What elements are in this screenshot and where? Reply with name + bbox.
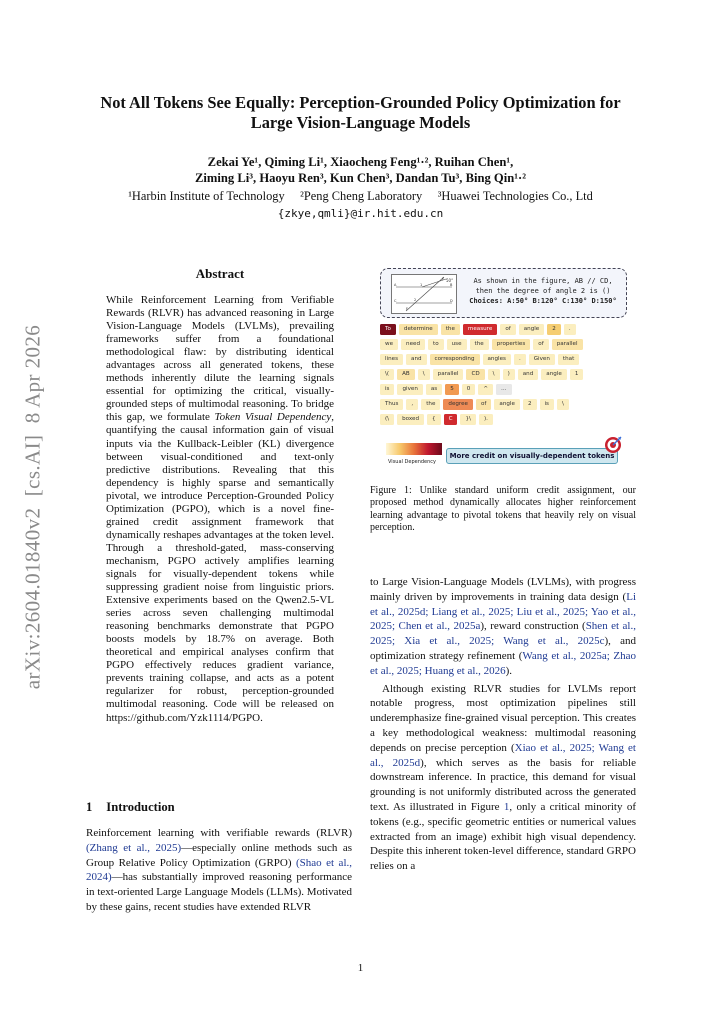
token-cell: the [470,339,489,350]
token-cell: Given [529,354,555,365]
citation-link[interactable]: (Shao et al., 2024) [86,856,352,884]
token-cell: … [496,384,512,395]
author-list [40,154,681,186]
token-cell: angle [494,399,520,410]
token-cell: measure [463,324,497,335]
token-cell: \( [380,369,394,380]
question-line-1: As shown in the figure, AB // CD, [473,277,613,285]
token-cell: 2 [547,324,561,335]
citation-link[interactable]: Wang et al., 2025a; Zhao et al., 2025; Huang et al., 2026 [370,649,636,677]
token-cell: 2 [523,399,537,410]
token-cell: angle [519,324,545,335]
token-row [380,324,630,335]
abstract-body [106,294,334,725]
token-cell: is [380,384,394,395]
token-row [380,399,630,410]
target-icon [604,436,622,454]
token-row [380,384,630,395]
token-row [380,414,630,425]
token-cell: . [564,324,576,335]
token-cell: ) [503,369,515,380]
token-cell: the [441,324,460,335]
p2-text-2: ), which serves as the basis for reliable downstream inference. In practice, this demand for visual grounding is not uniformly distributed across the generated text. As illustrated in Figure [370,756,636,813]
token-cell: . [514,354,526,365]
angle-label: 50° [446,278,454,283]
token-cell: \ [418,369,430,380]
token-cell: boxed [397,414,424,425]
token-cell: to [428,339,444,350]
credit-banner: More credit on visually-dependent tokens [446,448,618,464]
geometry-point-label: 2 [414,298,417,302]
abstract-italic-term: Token Visual Dependency [214,411,332,424]
paragraph-1 [370,575,636,679]
token-cell: \ [557,399,569,410]
intro-paragraph [86,826,352,915]
question-text [461,276,625,306]
colorbar-label: Visual Dependency [388,459,436,465]
token-cell: C [444,414,458,425]
figure-caption: Figure 1: Unlike standard uniform credit assignment, our proposed method dynamically allocates higher reinforcement learning advantage to pivotal tokens that heavily rely on visual perception. [370,485,636,534]
p1-text-4: ). [505,664,513,677]
intro-text-1: Reinforcement learning with verifiable rewards (RLVR) [86,827,352,839]
page-number: 1 [357,962,364,974]
geometry-point-label: 1 [420,283,423,287]
citation-link[interactable]: (Zhang et al., 2025) [86,841,182,854]
token-cell: parallel [433,369,464,380]
token-cell: \ [488,369,500,380]
token-cell: corresponding [430,354,480,365]
token-cell: that [558,354,579,365]
p1-text-3: ), and optimization strategy refinement ( [370,635,636,662]
contact-email: {zkye,qmli}@ir.hit.edu.cn [277,207,444,220]
token-cell: determine [399,324,438,335]
title-line-1: Not All Tokens See Equally: Perception-Grounded Policy Optimization for [100,93,621,112]
token-cell: need [401,339,425,350]
p2-text-3: , only a critical minority of tokens (e.g., specific geometric entities or numerical values extracted from an image) exhibit high visual dependency. Despite this inherent token-level difference, standard GRPO relies on a [370,800,636,873]
intro-text-2: —especially online methods such as Group Relative Policy Optimization (GRPO) [86,841,352,869]
token-cell: AB [397,369,415,380]
geometry-point-label: F [406,307,409,311]
authors-line-1: Zekai Ye¹, Qiming Li¹, Xiaocheng Feng¹·², Ruihan Chen¹, [207,155,514,169]
abstract-text-1: While Reinforcement Learning from Verifiable Rewards (RLVR) has advanced reasoning in Large Vision-Language Models (LVLMs), prevailing frameworks suffer from a foundational methodological flaw: by distributing identical advantages across all generated tokens, these methods inherently dilute the learning signals essential for optimizing the critical, visually-grounded steps of multimodal reasoning. To bridge this gap, we formulate [106,294,334,424]
token-cell: (\ [380,414,394,425]
p2-text-1: Although existing RLVR studies for LVLMs report notable progress, most optimization pipelines still underemphasize fine-grained visual perception. This creates a key methodological weakness: multimodal reasoning depends on precise perception ( [370,682,636,754]
token-cell: of [533,339,548,350]
citation-link[interactable]: Xiao et al., 2025; Wang et al., 2025d [370,741,636,769]
authors-line-2: Ziming Li³, Haoyu Ren³, Kun Chen³, Dandan Tu³, Bing Qin¹·² [195,171,526,185]
geometry-point-label: D [450,299,453,303]
p1-text-1: to Large Vision-Language Models (LVLMs), with progress mainly driven by improvements in training data design ( [370,576,636,603]
token-row [380,369,630,380]
section-heading-introduction [86,800,175,815]
abstract-text-2: , quantifying the causal information gain of visual inputs via the Kullback-Leibler (KL) divergence between visual-conditioned and text-only predictive distributions. Revealing that this dependency is highly sparse and semantically pivotal, we introduce Perception-Grounded Policy Optimization (PGPO), which is a novel fine-grained credit assignment framework that dynamically reshapes advantages at the token level. Through a threshold-gated, mass-conserving mechanism, PGPO actively amplifies learning signals for visually-dependent tokens while suppressing gradient noise from linguistic priors. Extensive experiments based on the Qwen2.5-VL series across seven challenging multimodal reasoning benchmarks demonstrate that PGPO boosts models by 18.7% on average. Both theoretical and empirical analyses confirm that PGPO effectively reduces gradient variance, prevents training collapse, and acts as a potent regularizer for robust, perception-grounded multimodal reasoning. Code will be released on https://github.com/Yzk1114/PGPO. [106,411,334,724]
token-cell: { [427,414,441,425]
figure-1 [376,266,634,476]
token-cell: To [380,324,396,335]
citation-link[interactable]: Shen et al., 2025; Xia et al., 2025; Wang et al., 2025c [370,620,636,648]
token-cell: ^ [478,384,493,395]
title-line-2: Large Vision-Language Models [250,113,471,132]
p1-text-2: ), reward construction ( [480,620,586,633]
token-cell: given [397,384,422,395]
paragraph-2 [370,682,636,874]
token-cell: we [380,339,398,350]
token-cell: is [540,399,554,410]
token-row [380,354,630,365]
token-cell: }\ [460,414,475,425]
token-cell: properties [492,339,531,350]
token-cell: of [500,324,515,335]
affiliations: ¹Harbin Institute of Technology ²Peng Cheng Laboratory ³Huawei Technologies Co., Ltd [128,189,593,203]
section-number: 1 [86,800,93,814]
geometry-point-label: C [394,299,397,303]
geometry-point-label: A [394,283,397,287]
token-heatmap [380,324,630,429]
arxiv-id: arXiv:2604.01840v2 [cs.AI] 8 Apr 2026 [20,324,45,690]
token-cell: lines [380,354,403,365]
token-row [380,339,630,350]
token-cell: 0 [462,384,476,395]
token-cell: of [476,399,491,410]
question-line-2: then the degree of angle 2 is () [475,287,611,295]
token-cell: and [406,354,427,365]
token-cell: 5 [445,384,459,395]
question-choices: Choices: A:50° B:120° C:130° D:150° [469,297,617,305]
figure-reference-link[interactable]: 1 [503,800,510,813]
token-cell: use [447,339,467,350]
token-cell: , [406,399,418,410]
paper-title [60,93,661,133]
token-cell: parallel [552,339,583,350]
token-cell: CD [466,369,484,380]
token-cell: as [426,384,442,395]
geometry-point-label: E [442,277,445,281]
token-cell: and [518,369,539,380]
section-title: Introduction [106,800,175,814]
token-cell: 1 [570,369,584,380]
token-cell: the [421,399,440,410]
parallel-lines-diagram [392,275,456,313]
abstract-heading: Abstract [195,266,245,281]
visual-dependency-colorbar [386,443,442,455]
token-cell: ). [479,414,493,425]
citation-link[interactable]: Li et al., 2025d; Liang et al., 2025; Liu et al., 2025; Yao et al., 2025; Chen et al., 2025a [370,590,636,633]
arxiv-stamp [22,312,44,702]
token-cell: angles [483,354,511,365]
token-cell: degree [443,399,473,410]
intro-continued [370,575,636,874]
intro-text-3: —has substantially improved reasoning performance in text-oriented Large Language Models (LLMs). Motivated by these gains, recent studies have extended RLVR [86,871,352,913]
question-panel [380,268,627,318]
geometry-diagram [391,274,457,314]
geometry-point-label: B [450,283,453,287]
token-cell: angle [541,369,567,380]
token-cell: Thus [380,399,403,410]
